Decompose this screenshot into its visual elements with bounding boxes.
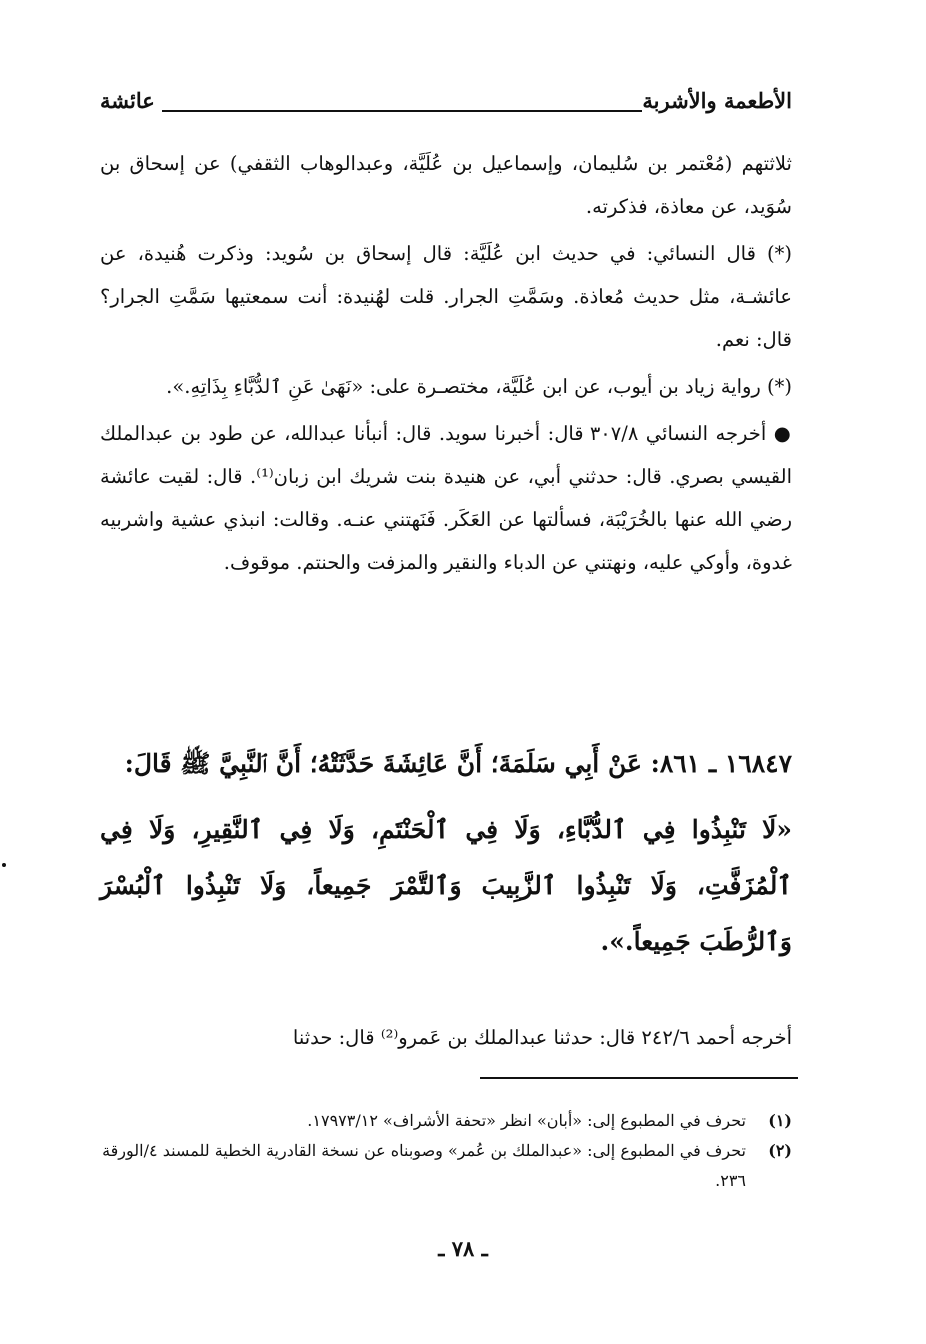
header-section-title: عائشة xyxy=(100,88,155,113)
footnotes xyxy=(100,1106,792,1196)
header-chapter-title: الأطعمة والأشربة xyxy=(642,88,792,113)
page-number: ـ ٧٨ ـ xyxy=(438,1236,488,1261)
footnote-number: (٢) xyxy=(768,1141,792,1160)
footnote-1 xyxy=(100,1106,792,1136)
hadith-source: أخرجه أحمد ٢٤٢/٦ قال: حدثنا عبدالملك بن عَمرو⁽²⁾ قال: حدثنا xyxy=(292,1026,792,1049)
hadith-intro: ١٦٨٤٧ ـ ٨٦١: عَنْ أَبِي سَلَمَةَ؛ أَنَّ عَائِشَةَ حَدَّثَتْهُ؛ أَنَّ ٱلنَّبِيَّ ﷺ قَالَ: xyxy=(124,749,792,778)
hadith-text: «لَا تَنْبِذُوا فِي ٱلدُّبَّاءِ، وَلَا فِي ٱلْحَنْتَمِ، وَلَا فِي ٱلنَّقِيرِ، وَلَا فِي ٱلْمُزَفَّتِ، وَلَا تَنْبِذُوا ٱلزَّبِيبَ وَٱلتَّمْرَ جَمِيعاً، وَلَا تَنْبِذُوا ٱلْبُسْرَ وَٱلرُّطَبَ جَمِيعاً.». xyxy=(100,815,792,956)
main-text xyxy=(100,142,792,588)
paragraph-ziyad-note: (*) رواية زياد بن أيوب، عن ابن عُلَيَّة، مختصـرة على: «نَهَىٰ عَنِ ٱلدُّبَّاءِ بِذَاتِهِ.». xyxy=(166,375,792,398)
footnote-text: تحرف في المطبوع إلى: «أبان» انظر «تحفة الأشراف» ١٧٩٧٣/١٢. xyxy=(307,1111,746,1130)
footnote-rule xyxy=(480,1077,798,1079)
footnote-text: تحرف في المطبوع إلى: «عبدالملك بن عُمر» وصوبناه عن نسخة القادرية الخطية للمسند ٤/الورقة ٢٣٦. xyxy=(102,1141,746,1190)
footnote-number: (١) xyxy=(768,1111,792,1130)
paragraph-narrators: ثلاثتهم (مُعْتمر بن سُليمان، وإسماعيل بن عُلَيَّة، وعبدالوهاب الثقفي) عن إسحاق بن سُوَيد، عن معاذة، فذكرته. xyxy=(100,152,792,218)
header-rule xyxy=(162,110,642,112)
paragraph-takhrij: ● أخرجه النسائي ٣٠٧/٨ قال: أخبرنا سويد. قال: أنبأنا عبدالله، عن طود بن عبدالملك القيسي بصري. قال: حدثني أبي، عن هنيدة بنت شريك ابن زبان⁽¹⁾. قال: لقيت عائشة رضي الله عنها بالخُرَيْبَة، فسألتها عن العَكَر. فَنَهتني عنـه. وقالت: انبذي عشية واشربيه غدوة، وأوكي عليه، ونهتني عن الدباء والنقير والمزفت والحنتم. موقوف. xyxy=(100,422,792,574)
footnote-2 xyxy=(100,1136,792,1196)
margin-dot xyxy=(2,863,6,867)
paragraph-nasai-note: (*) قال النسائي: في حديث ابن عُلَيَّة: قال إسحاق بن سُويد: وذكرت هُنيدة، عن عائشـة، مثل حديث مُعاذة. وسَمَّتِ الجرار. قلت لهُنيدة: أنت سمعتيها سَمَّتِ الجرار؟ قال: نعم. xyxy=(100,242,792,351)
running-header xyxy=(100,88,792,124)
hadith-block xyxy=(100,736,792,980)
